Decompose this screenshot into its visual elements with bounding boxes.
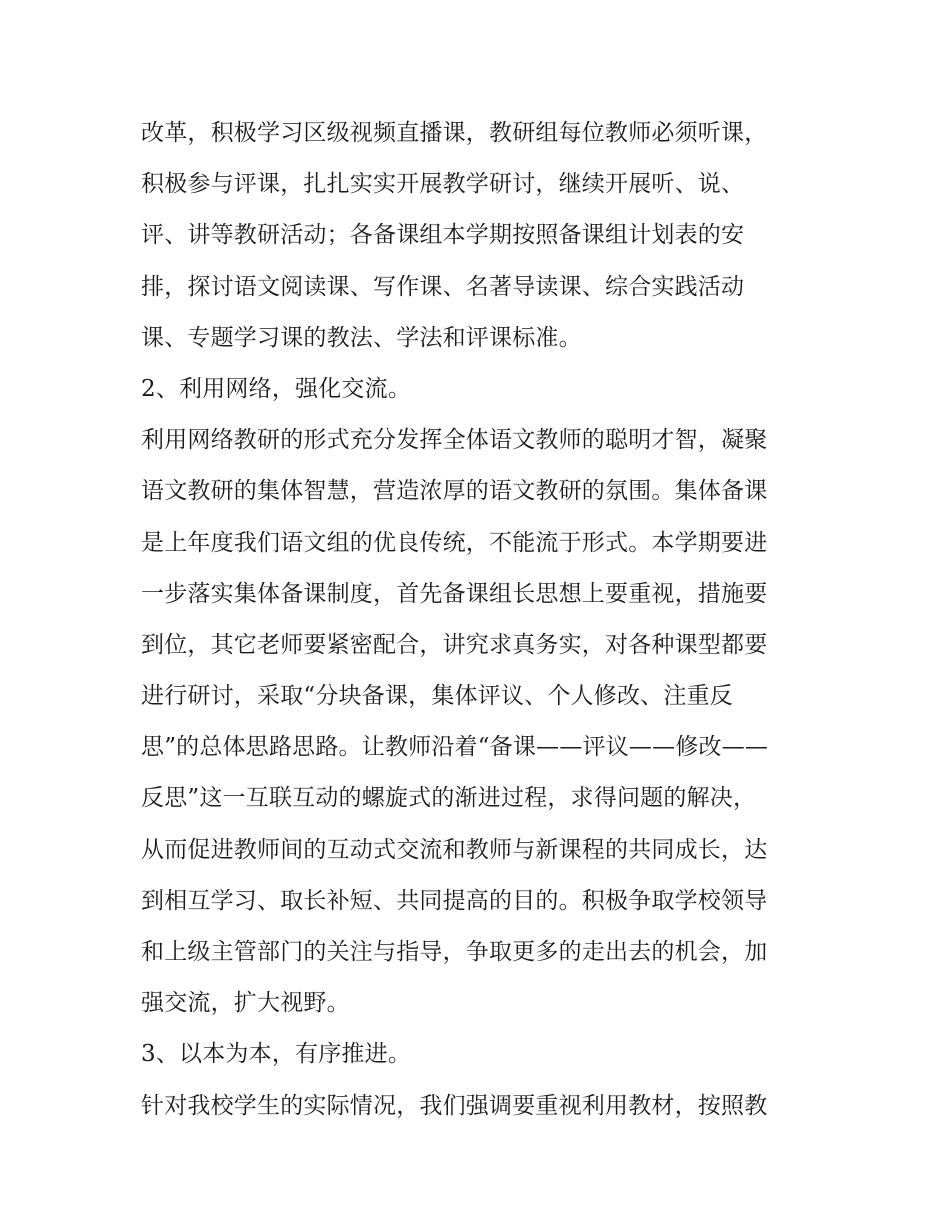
text-line: 积极参与评课，扎扎实实开展教学研讨，继续开展听、说、	[141, 171, 745, 198]
text-line: 课、专题学习课的教法、学法和评课标准。	[141, 324, 582, 351]
text-line: 语文教研的集体智慧，营造浓厚的语文教研的氛围。集体备课	[141, 478, 768, 505]
body-text	[141, 108, 821, 1132]
text-line: 一步落实集体备课制度，首先备课组长思想上要重视，措施要	[141, 580, 768, 607]
text-line: 到位，其它老师要紧密配合，讲究求真务实，对各种课型都要	[141, 631, 768, 658]
text-line: 利用网络教研的形式充分发挥全体语文教师的聪明才智，凝聚	[141, 427, 768, 454]
text-line: 到相互学习、取长补短、共同提高的目的。积极争取学校领导	[141, 887, 768, 914]
text-line: 评、讲等教研活动；各备课组本学期按照备课组计划表的安	[141, 222, 745, 249]
text-line: 反思”这一互联互动的螺旋式的渐进过程，求得问题的解决，	[141, 785, 757, 812]
section-heading-3: 3、以本为本，有序推进。	[141, 1041, 412, 1068]
text-line: 强交流，扩大视野。	[141, 990, 350, 1017]
text-line: 和上级主管部门的关注与指导，争取更多的走出去的机会，加	[141, 939, 768, 965]
text-line: 从而促进教师间的互动式交流和教师与新课程的共同成长，达	[141, 836, 768, 863]
section-heading-2: 2、利用网络，强化交流。	[141, 375, 412, 402]
text-line: 是上年度我们语文组的优良传统，不能流于形式。本学期要进	[141, 529, 768, 556]
text-line: 排，探讨语文阅读课、写作课、名著导读课、综合实践活动	[141, 273, 745, 300]
text-line: 针对我校学生的实际情况，我们强调要重视利用教材，按照教	[141, 1092, 768, 1119]
text-line: 思”的总体思路思路。让教师沿着“备课——评议——修改——	[141, 734, 769, 761]
text-line: 进行研讨，采取“分块备课，集体评议、个人修改、注重反	[141, 683, 733, 710]
text-line: 改革，积极学习区级视频直播课，教研组每位教师必须听课，	[141, 120, 768, 146]
